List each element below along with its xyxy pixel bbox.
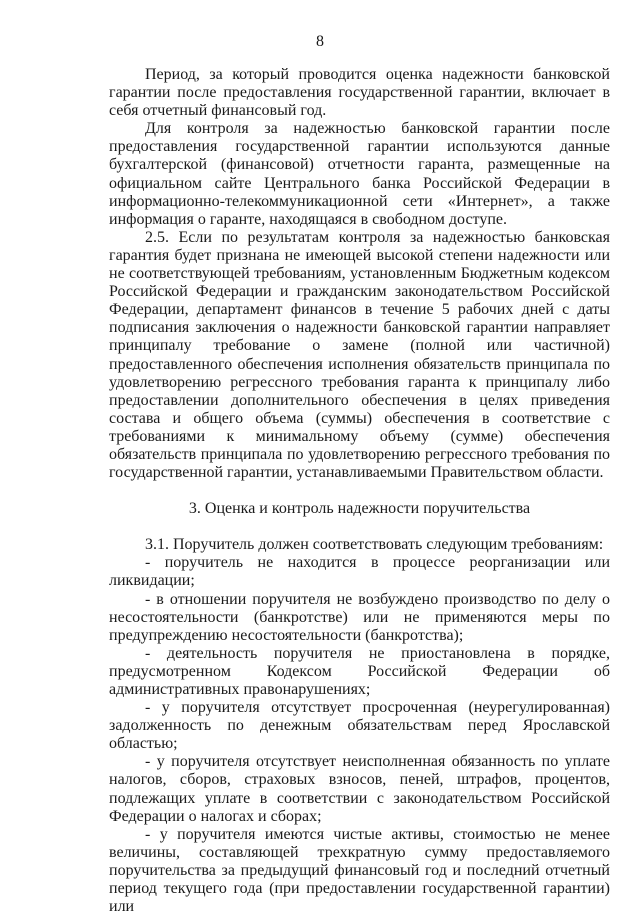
- page-number: 8: [316, 33, 324, 50]
- requirement-item: - у поручителя отсутствует неисполненная обязанность по уплате налогов, сборов, страховых взносов, пеней, штрафов, процентов, подлежащих уплате в соответствии с законодательством Российской Федерации о налогах и сборах;: [109, 753, 610, 825]
- requirement-item: - у поручителя отсутствует просроченная (неурегулированная) задолженность по денежным обязательствам перед Ярославской областью;: [109, 699, 610, 753]
- requirement-item: - поручитель не находится в процессе реорганизации или ликвидации;: [109, 554, 610, 590]
- paragraph-guarantee-control-sources: Для контроля за надежностью банковской гарантии после предоставления государственной гарантии используются данные бухгалтерской (финансовой) отчетности гаранта, размещенные на официальном сайте Центрального банка Российской Федерации в информационно-телекоммуникационной сети «Интернет», а также информация о гаранте, находящаяся в свободном доступе.: [109, 120, 610, 228]
- requirement-item: - в отношении поручителя не возбуждено производство по делу о несостоятельности (банкротстве) или не применяются меры по предупреждению несостоятельности (банкротства);: [109, 590, 610, 644]
- section-heading: 3. Оценка и контроль надежности поручительства: [188, 500, 531, 518]
- paragraph-assessment-period: Период, за который проводится оценка надежности банковской гарантии после предоставления государственной гарантии, включает в себя отчетный финансовый год.: [109, 66, 610, 120]
- requirement-item: - деятельность поручителя не приостановлена в порядке, предусмотренном Кодексом Российской Федерации об административных правонарушениях;: [109, 644, 610, 698]
- paragraph-clause-3-1: 3.1. Поручитель должен соответствовать следующим требованиям:: [145, 536, 604, 554]
- paragraph-clause-2-5: 2.5. Если по результатам контроля за надежностью банковская гарантия будет признана не имеющей высокой степени надежности или не соответствующей требованиям, установленным Бюджетным кодексом Российской Федерации и гражданским законодательством Российской Федерации, департамент финансов в течение 5 рабочих дней с даты подписания заключения о надежности банковской гарантии направляет принципалу требование о замене (полной или частичной) предоставленного обеспечения исполнения обязательств принципала по удовлетворению регрессного требования гаранта к принципалу либо предоставлении дополнительного обеспечения в целях приведения состава и общего объема (суммы) обеспечения в соответствие с требованиями к минимальному объему (сумме) обеспечения обязательств принципала по удовлетворению регрессного требования по государственной гарантии, устанавливаемыми Правительством области.: [109, 228, 610, 482]
- page-body: [109, 66, 610, 916]
- requirement-item: - у поручителя имеются чистые активы, стоимостью не менее величины, составляющей трехкратную сумму предоставляемого поручительства за предыдущий финансовый год и последний отчетный период текущего года (при предоставлении государственной гарантии) или: [109, 825, 610, 916]
